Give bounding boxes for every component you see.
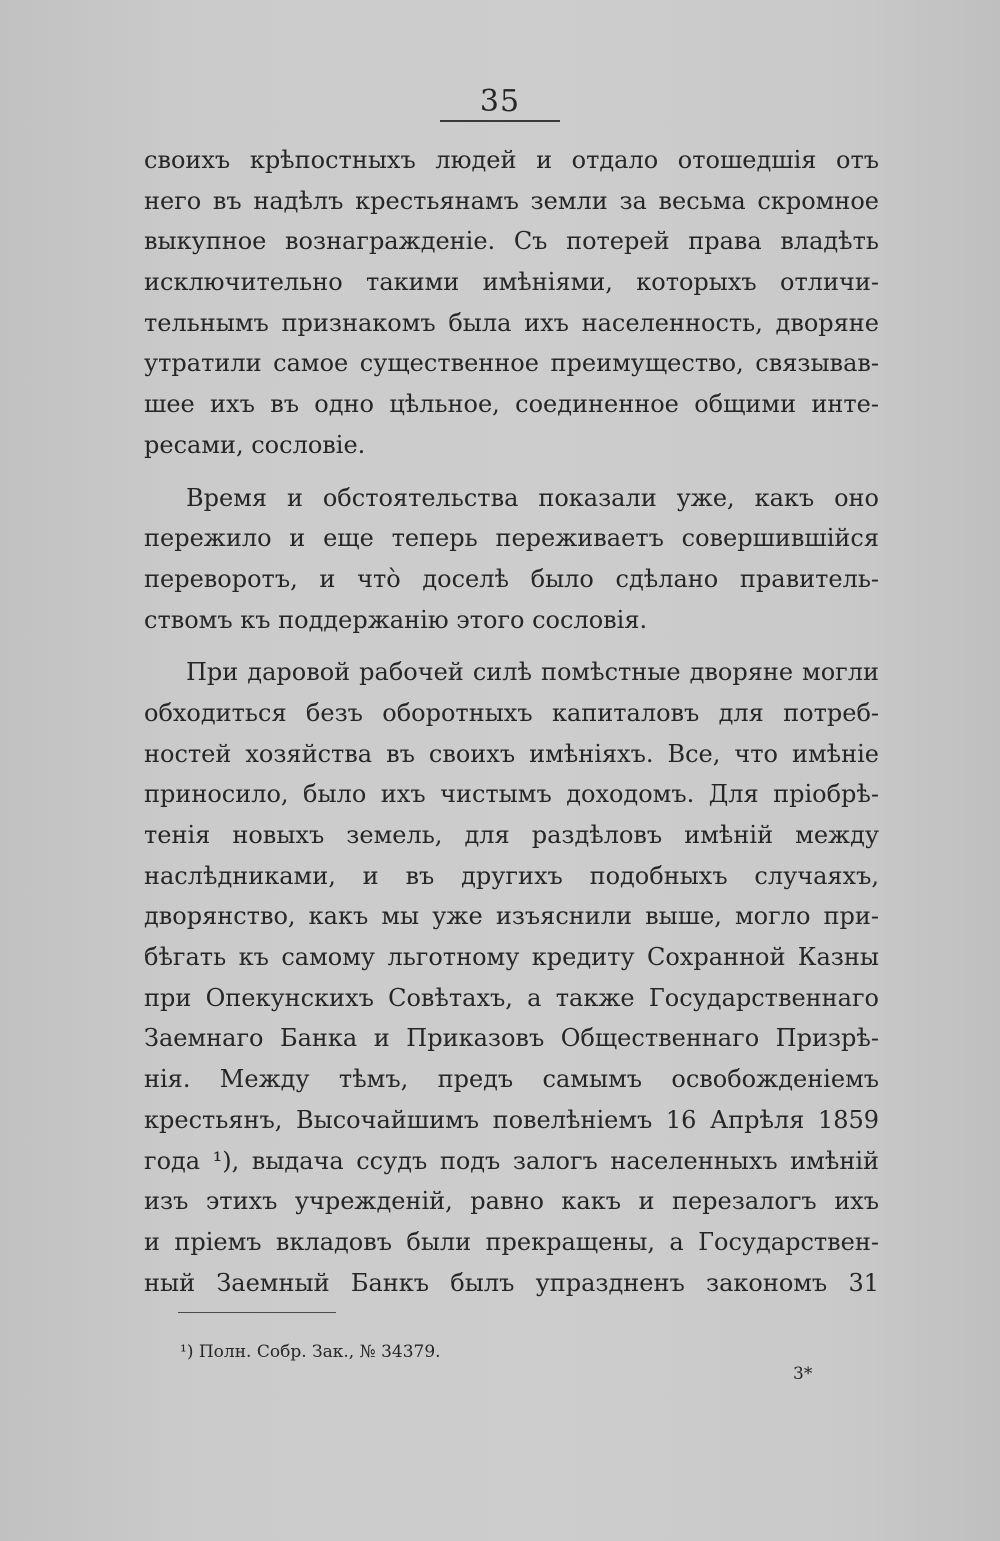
text-line: ресами, сословіе. [144, 430, 366, 459]
text-line: приносило, было ихъ чистымъ доходомъ. Для пріобрѣ- [144, 780, 879, 809]
text-line: переворотъ, и что̀ доселѣ было сдѣлано правитель- [144, 564, 879, 593]
text-line: тельнымъ признакомъ была ихъ населенность, дворяне [144, 308, 879, 337]
paragraph-2 [144, 478, 879, 641]
text-line: бѣгать къ самому льготному кредиту Сохранной Казны [144, 943, 879, 972]
text-line: Время и обстоятельства показали уже, какъ оно [186, 483, 879, 512]
text-line: дворянство, какъ мы уже изъяснили выше, могло при- [144, 902, 879, 931]
text-line: наслѣдниками, и въ другихъ подобныхъ случаяхъ, [144, 861, 879, 890]
text-line: при Опекунскихъ Совѣтахъ, а также Государственнаго [144, 983, 879, 1012]
text-line: изъ этихъ учрежденій, равно какъ и перезалогъ ихъ [144, 1187, 879, 1216]
page-header [440, 84, 560, 128]
footnote [180, 1340, 441, 1364]
text-line: и пріемъ вкладовъ были прекращены, а Государствен- [144, 1227, 879, 1256]
text-line: своихъ крѣпостныхъ людей и отдало отошедшія отъ [144, 146, 879, 174]
text-line: тенія новыхъ земель, для раздѣловъ имѣній между [144, 821, 879, 849]
text-line: ный Заемный Банкъ былъ упраздненъ закономъ 31 [144, 1268, 879, 1297]
text-line: ностей хозяйства въ своихъ имѣніяхъ. Все, что имѣніе [144, 739, 879, 768]
text-line: Заемнаго Банка и Приказовъ Общественнаго Призрѣ- [144, 1024, 879, 1053]
text-line: ствомъ къ поддержанію этого сословія. [144, 605, 648, 634]
paragraph-3 [144, 652, 879, 1303]
text-line: пережило и еще теперь переживаетъ совершившійся [144, 524, 879, 553]
paragraph-1 [144, 140, 879, 466]
footnote-marker: ¹) [180, 1342, 194, 1362]
text-line: крестьянъ, Высочайшимъ повелѣніемъ 16 Апрѣля 1859 [144, 1105, 879, 1134]
text-line: него въ надѣлъ крестьянамъ земли за весьма скромное [144, 186, 879, 215]
header-rule [440, 120, 560, 122]
footnote-text: Полн. Собр. Зак., № 34379. [198, 1342, 441, 1362]
text-line: При даровой рабочей силѣ помѣстные дворяне могли [186, 658, 879, 687]
text-line: года ¹), выдача ссудъ подъ залогъ населенныхъ имѣній [144, 1146, 879, 1175]
footnote-rule [178, 1312, 336, 1313]
text-line: обходиться безъ оборотныхъ капиталовъ для потреб- [144, 698, 879, 727]
page-number: 35 [479, 84, 521, 119]
text-line: нія. Между тѣмъ, предъ самымъ освобожденіемъ [144, 1065, 879, 1094]
text-line: шее ихъ въ одно цѣльное, соединенное общими инте- [144, 390, 879, 419]
signature-mark: 3* [793, 1364, 813, 1384]
text-line: исключительно такими имѣніями, которыхъ отличи- [144, 268, 879, 297]
text-line: выкупное вознагражденіе. Съ потерей права владѣть [144, 227, 879, 256]
text-line: утратили самое существенное преимущество, связывав- [144, 349, 879, 378]
body-text [144, 140, 879, 1315]
